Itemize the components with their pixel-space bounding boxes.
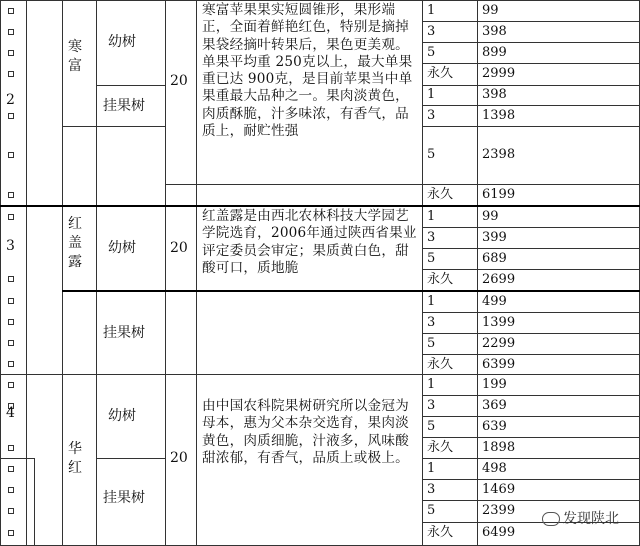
price-value: 1398 (482, 108, 516, 123)
months-value: 20 (170, 240, 188, 256)
tree-type: 幼树 (108, 408, 136, 424)
tree-type: 挂果树 (103, 490, 145, 506)
price-period: 3 (427, 315, 436, 330)
months-value: 20 (170, 450, 188, 466)
watermark (542, 508, 619, 528)
price-value: 2999 (482, 66, 516, 81)
price-value: 2299 (482, 336, 516, 351)
price-period: 5 (427, 251, 436, 266)
price-value: 2398 (482, 147, 516, 162)
price-value: 639 (482, 419, 507, 434)
price-period: 3 (427, 24, 436, 39)
variety-index: 4 (6, 405, 15, 421)
price-value: 398 (482, 24, 507, 39)
variety-name: 寒富 (68, 39, 82, 74)
price-value: 99 (482, 3, 499, 18)
variety-index: 3 (6, 238, 15, 254)
price-period: 1 (427, 294, 436, 309)
price-period: 永久 (427, 66, 454, 81)
price-value: 369 (482, 398, 507, 413)
price-period: 1 (427, 209, 436, 224)
price-period: 永久 (427, 525, 454, 540)
price-value: 2699 (482, 272, 516, 287)
price-value: 6399 (482, 357, 516, 372)
tree-type: 挂果树 (103, 98, 145, 114)
price-period: 1 (427, 3, 436, 18)
price-value: 399 (482, 230, 507, 245)
price-period: 3 (427, 398, 436, 413)
watermark-label: 发现陕北 (563, 511, 619, 527)
price-period: 5 (427, 147, 436, 162)
tree-type: 幼树 (108, 34, 136, 50)
price-value: 199 (482, 377, 507, 392)
price-value: 2399 (482, 503, 516, 518)
price-value: 899 (482, 45, 507, 60)
variety-description: 红盖露是由西北农林科技大学园艺学院选育，2006年通过陕西省果业评定委员会审定；果质黄白色，甜酸可口，质地脆 (202, 208, 417, 276)
price-period: 5 (427, 503, 436, 518)
price-period: 永久 (427, 272, 454, 287)
price-value: 689 (482, 251, 507, 266)
price-period: 3 (427, 230, 436, 245)
variety-name: 华红 (68, 441, 82, 476)
price-period: 1 (427, 377, 436, 392)
variety-description: 由中国农科院果树研究所以金冠为母本，惠为父本杂交选育，果肉淡黄色，肉质细脆，汁液多，风味酸甜浓郁，有香气，品质上或极上。 (202, 398, 409, 466)
price-period: 1 (427, 87, 436, 102)
price-period: 3 (427, 108, 436, 123)
variety-description: 寒富苹果果实短圆锥形，果形端正，全面着鲜艳红色，特别是摘掉果袋经摘叶转果后，果色更美观。单果平均重 250克以上，最大单果重已达 900克，是目前苹果当中单果重最大品种之一。果肉淡黄色，肉质酥脆，汁多味浓，有香气，品质上，耐贮性强 (202, 2, 413, 140)
price-period: 3 (427, 482, 436, 497)
wechat-icon (542, 512, 560, 526)
tree-type: 幼树 (108, 240, 136, 256)
price-value: 6199 (482, 187, 516, 202)
variety-name: 红盖露 (68, 216, 82, 270)
price-value: 498 (482, 461, 507, 476)
price-period: 5 (427, 45, 436, 60)
price-value: 499 (482, 294, 507, 309)
tree-type: 挂果树 (103, 325, 145, 341)
price-value: 398 (482, 87, 507, 102)
price-period: 5 (427, 336, 436, 351)
price-period: 1 (427, 461, 436, 476)
price-value: 1469 (482, 482, 516, 497)
price-period: 永久 (427, 357, 454, 372)
price-value: 99 (482, 209, 499, 224)
months-value: 20 (170, 73, 188, 89)
price-value: 6499 (482, 525, 516, 540)
price-value: 1399 (482, 315, 516, 330)
price-period: 5 (427, 419, 436, 434)
price-period: 永久 (427, 440, 454, 455)
price-period: 永久 (427, 187, 454, 202)
variety-index: 2 (6, 92, 15, 108)
price-value: 1898 (482, 440, 516, 455)
